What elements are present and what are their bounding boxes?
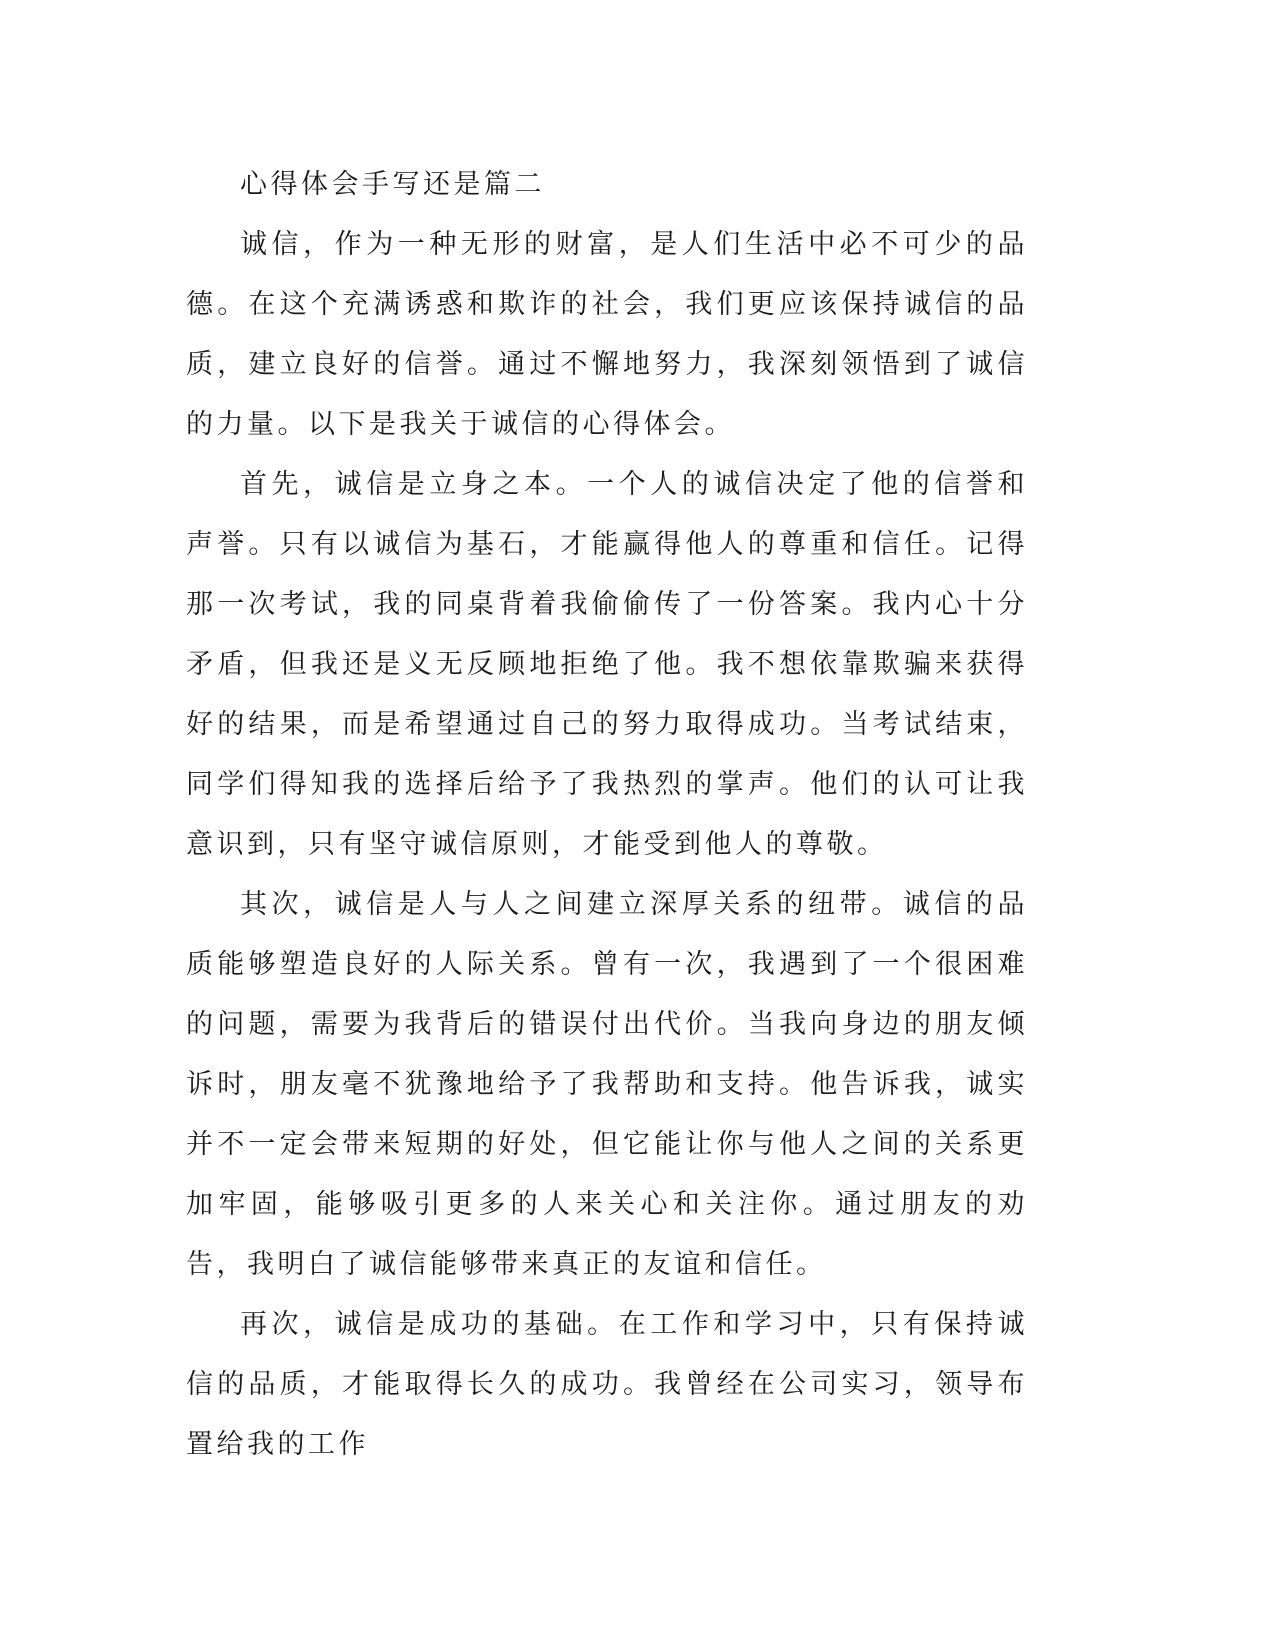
document-body	[186, 155, 1028, 1475]
paragraph-3: 其次，诚信是人与人之间建立深厚关系的纽带。诚信的品质能够塑造良好的人际关系。曾有一次，我遇到了一个很困难的问题，需要为我背后的错误付出代价。当我向身边的朋友倾诉时，朋友毫不犹豫地给予了我帮助和支持。他告诉我，诚实并不一定会带来短期的好处，但它能让你与他人之间的关系更加牢固，能够吸引更多的人来关心和关注你。通过朋友的劝告，我明白了诚信能够带来真正的友谊和信任。	[186, 889, 1028, 1280]
document-title: 心得体会手写还是篇二	[240, 169, 545, 200]
paragraph-4: 再次，诚信是成功的基础。在工作和学习中，只有保持诚信的品质，才能取得长久的成功。我曾经在公司实习，领导布置给我的工作	[186, 1309, 1028, 1460]
paragraph-2: 首先，诚信是立身之本。一个人的诚信决定了他的信誉和声誉。只有以诚信为基石，才能赢得他人的尊重和信任。记得那一次考试，我的同桌背着我偷偷传了一份答案。我内心十分矛盾，但我还是义无反顾地拒绝了他。我不想依靠欺骗来获得好的结果，而是希望通过自己的努力取得成功。当考试结束，同学们得知我的选择后给予了我热烈的掌声。他们的认可让我意识到，只有坚守诚信原则，才能受到他人的尊敬。	[186, 469, 1028, 860]
paragraph-1: 诚信，作为一种无形的财富，是人们生活中必不可少的品德。在这个充满诱惑和欺诈的社会，我们更应该保持诚信的品质，建立良好的信誉。通过不懈地努力，我深刻领悟到了诚信的力量。以下是我关于诚信的心得体会。	[186, 229, 1028, 440]
